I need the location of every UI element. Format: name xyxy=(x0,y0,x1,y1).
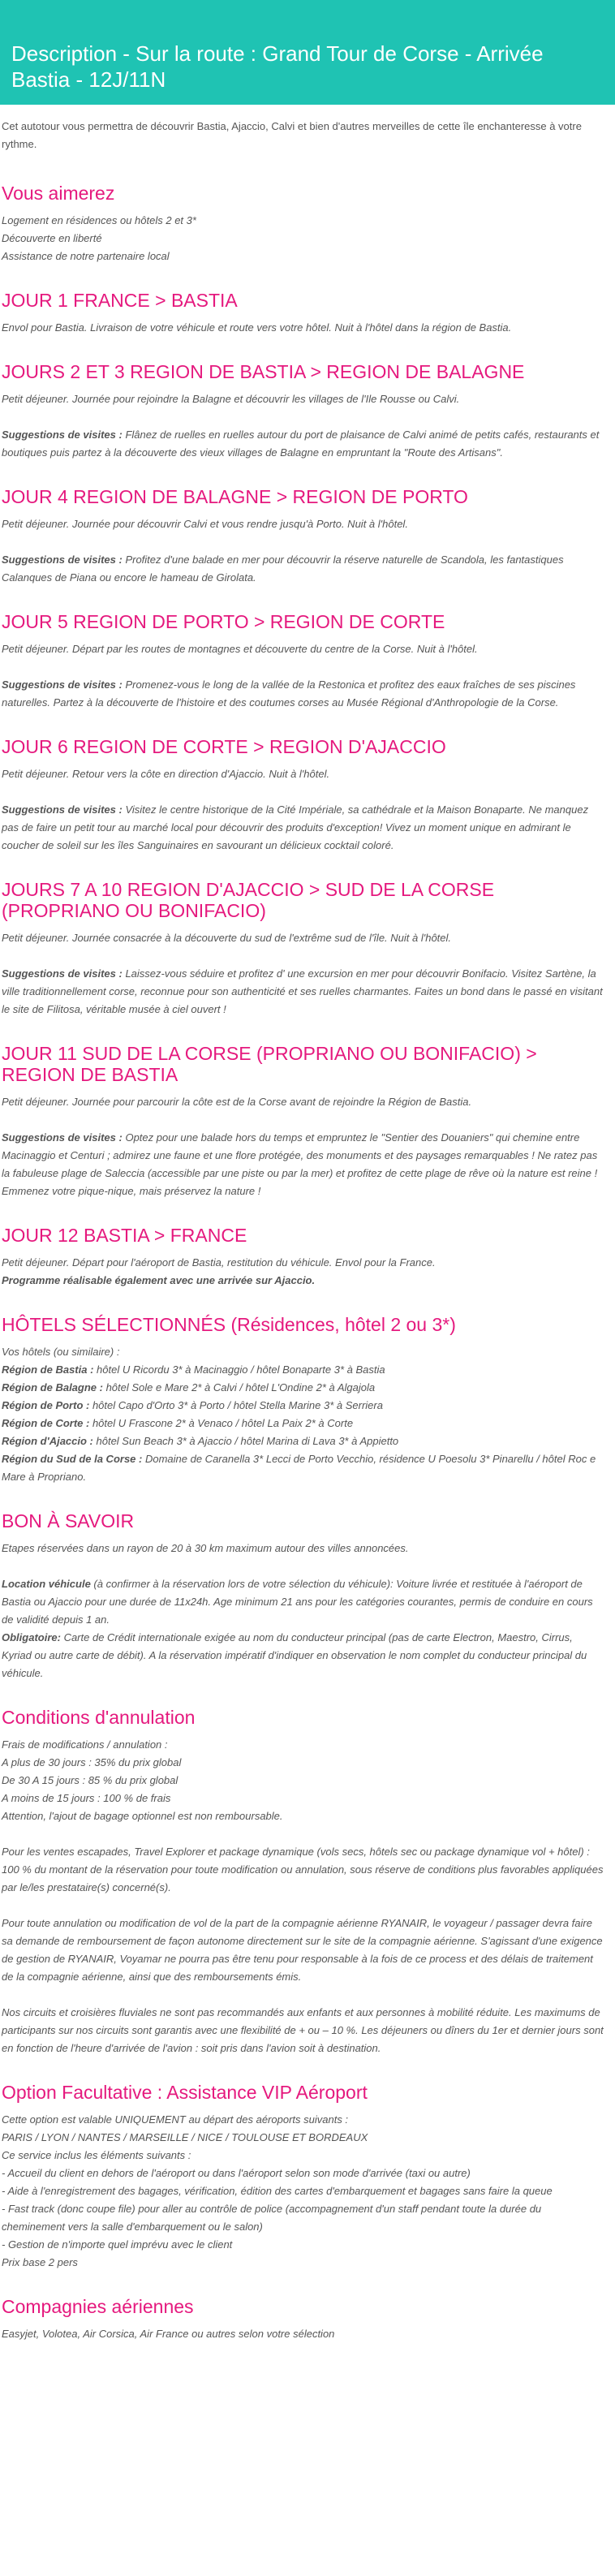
day-heading: JOUR 4 REGION DE BALAGNE > REGION DE PORTO xyxy=(2,486,468,507)
annulation-line: Frais de modifications / annulation : xyxy=(2,1738,168,1751)
hotel-item xyxy=(2,1361,604,1379)
day-suggestion xyxy=(2,676,604,712)
hotel-value: hôtel U Ricordu 3* à Macinaggio / hôtel Bonaparte 3* à Bastia xyxy=(93,1363,385,1376)
day-text: Petit déjeuner. Journée pour découvrir Calvi et vous rendre jusqu'à Porto. Nuit à l'hôtel. xyxy=(2,518,408,530)
intro-text: Cet autotour vous permettra de découvrir Bastia, Ajaccio, Calvi et bien d'autres merveilles de cette île enchanteresse à votre rythme. xyxy=(2,120,582,150)
suggestion-label: Suggestions de visites : xyxy=(2,429,123,441)
day-suggestion xyxy=(2,1129,604,1200)
section-heading: Option Facultative : Assistance VIP Aéroport xyxy=(2,2082,368,2103)
day-section xyxy=(2,290,604,337)
day-section xyxy=(2,1043,604,1200)
day-text: Petit déjeuner. Départ par les routes de montagnes et découverte du centre de la Corse. Nuit à l'hôtel. xyxy=(2,643,478,655)
annulation-paragraph: Pour toute annulation ou modification de vol de la part de la compagnie aérienne RYANAIR, le voyageur / passager devra faire sa demande de remboursement de façon autonome directement sur le site de la compagnie aérienne. S'agissant d'une exigence de gestion de RYANAIR, Voyamar ne pourra pas être tenu pour responsable à la fois de ce process et des délais de traitement de la compagnie aérienne, ainsi que des remboursements émis. xyxy=(2,1917,603,1983)
section-heading: Compagnies aériennes xyxy=(2,2296,194,2317)
location-paragraph xyxy=(2,1575,604,1629)
vip-line: Cette option est valable UNIQUEMENT au départ des aéroports suivants : xyxy=(2,2113,349,2126)
hotel-item xyxy=(2,1432,604,1450)
day-heading: JOUR 5 REGION DE PORTO > REGION DE CORTE xyxy=(2,611,445,632)
section-annulation xyxy=(2,1707,604,2057)
obligatoire-paragraph xyxy=(2,1629,604,1682)
annulation-line: De 30 A 15 jours : 85 % du prix global xyxy=(2,1774,178,1786)
section-vous-aimerez xyxy=(2,183,604,265)
day-text: Envol pour Bastia. Livraison de votre véhicule et route vers votre hôtel. Nuit à l'hôtel dans la région de Bastia. xyxy=(2,321,512,334)
vip-line: PARIS / LYON / NANTES / MARSEILLE / NICE / TOULOUSE ET BORDEAUX xyxy=(2,2131,368,2143)
suggestion-text: Flânez de ruelles en ruelles autour du port de plaisance de Calvi animé de petits cafés, restaurants et boutiques puis partez à la découverte des vieux villages de Balagne en empruntant la "Route des Artisans". xyxy=(2,429,600,459)
suggestion-text: Promenez-vous le long de la vallée de la Restonica et profitez des eaux fraîches de ses piscines naturelles. Partez à la découverte de l'histoire et des coutumes corses au Musée Régional d'Anthropologie de la Corse. xyxy=(2,678,576,709)
suggestion-text: Profitez d'une balade en mer pour découvrir la réserve naturelle de Scandola, les fantastiques Calanques de Piana ou encore le hameau de Girolata. xyxy=(2,554,564,584)
hotel-item xyxy=(2,1397,604,1415)
section-heading: Conditions d'annulation xyxy=(2,1707,196,1728)
day-heading: JOUR 12 BASTIA > FRANCE xyxy=(2,1225,247,1246)
hotel-item xyxy=(2,1450,604,1486)
day-text: Petit déjeuner. Journée consacrée à la découverte du sud de l'extrême sud de l'île. Nuit à l'hôtel. xyxy=(2,932,452,944)
section-hotels xyxy=(2,1314,604,1486)
hotel-region-label: Région de Bastia : xyxy=(2,1363,94,1376)
location-text: (à confirmer à la réservation lors de votre sélection du véhicule): Voiture livrée et restituée à l'aéroport de Bastia ou Ajaccio pour une durée de 11x24h. Age minimum 21 ans pour les catégories courantes, permis de conduire en cours de validité depuis 1 an. xyxy=(2,1578,593,1626)
suggestion-text: Visitez le centre historique de la Cité Impériale, sa cathédrale et la Maison Bonaparte. Ne manquez pas de faire un petit tour au marché local pour découvrir des produits d'exception! Vivez un moment unique en admirant le coucher de soleil sur les îles Sanguinaires en savourant un délicieux cocktail coloré. xyxy=(2,803,589,851)
location-label: Location véhicule xyxy=(2,1578,91,1590)
list-item: Découverte en liberté xyxy=(2,232,102,244)
list-item: Logement en résidences ou hôtels 2 et 3* xyxy=(2,214,196,226)
vip-line: - Accueil du client en dehors de l'aéroport ou dans l'aéroport selon son mode d'arrivée (taxi ou autre) xyxy=(2,2167,471,2179)
day-section xyxy=(2,361,604,462)
annulation-line: A plus de 30 jours : 35% du prix global xyxy=(2,1756,182,1768)
annulation-list xyxy=(2,1736,604,1825)
day-heading: JOURS 2 ET 3 REGION DE BASTIA > REGION DE BALAGNE xyxy=(2,361,525,382)
page-title: Description - Sur la route : Grand Tour de Corse - Arrivée Bastia - 12J/11N xyxy=(0,0,615,105)
hotel-value: hôtel U Frascone 2* à Venaco / hôtel La Paix 2* à Corte xyxy=(89,1417,354,1429)
hotel-region-label: Région de Corte : xyxy=(2,1417,90,1429)
hotel-region-label: Région du Sud de la Corse : xyxy=(2,1453,143,1465)
suggestion-label: Suggestions de visites : xyxy=(2,803,123,816)
section-heading: HÔTELS SÉLECTIONNÉS (Résidences, hôtel 2 ou 3*) xyxy=(2,1314,456,1335)
day-text: Petit déjeuner. Journée pour rejoindre la Balagne et découvrir les villages de l'Ile Rousse ou Calvi. xyxy=(2,393,460,405)
suggestion-text: Laissez-vous séduire et profitez d' une excursion en mer pour découvrir Bonifacio. Visitez Sartène, la ville traditionnellement corse, reconnue pour son authenticité et ses ruelles charmantes. Faites un bond dans le passé en visitant le site de Filitosa, véritable musée à ciel ouvert ! xyxy=(2,967,603,1015)
annulation-line: Attention, l'ajout de bagage optionnel est non remboursable. xyxy=(2,1810,283,1822)
day-section xyxy=(2,736,604,855)
section-heading: Vous aimerez xyxy=(2,183,115,204)
suggestion-label: Suggestions de visites : xyxy=(2,554,123,566)
vip-line: - Aide à l'enregistrement des bagages, vérification, édition des cartes d'embarquement et bagages sans faire la queue xyxy=(2,2185,553,2197)
hotels-intro: Vos hôtels (ou similaire) : xyxy=(2,1346,120,1358)
hotel-item xyxy=(2,1379,604,1397)
aimerez-list xyxy=(2,212,604,265)
day-text xyxy=(2,1254,604,1290)
obligatoire-text: Carte de Crédit internationale exigée au nom du conducteur principal (pas de carte Electron, Maestro, Cirrus, Kyriad ou autre carte de débit). A la réservation impératif d'indiquer en observation le nom complet du conducteur principal du véhicule. xyxy=(2,1631,587,1679)
section-heading: BON À SAVOIR xyxy=(2,1510,135,1531)
hotel-item xyxy=(2,1415,604,1432)
suggestion-text: Optez pour une balade hors du temps et empruntez le "Sentier des Douaniers" qui chemine entre Macinaggio et Centuri ; admirez une faune et une flore protégée, des monuments et des paysages remarquables ! Ne ratez pas la fabuleuse plage de Saleccia (accessible par une piste ou par la mer) et profitez de cette plage de rêve où la nature est reine ! Emmenez votre pique-nique, mais préservez la nature ! xyxy=(2,1131,598,1197)
annulation-line: A moins de 15 jours : 100 % de frais xyxy=(2,1792,171,1804)
day-section xyxy=(2,1225,604,1290)
day-text: Petit déjeuner. Retour vers la côte en direction d'Ajaccio. Nuit à l'hôtel. xyxy=(2,768,330,780)
hotel-value: hôtel Sun Beach 3* à Ajaccio / hôtel Marina di Lava 3* à Appietto xyxy=(92,1435,399,1447)
list-item: Assistance de notre partenaire local xyxy=(2,250,170,262)
bon-text: Etapes réservées dans un rayon de 20 à 30 km maximum autour des villes annoncées. xyxy=(2,1542,409,1554)
day-heading: JOURS 7 A 10 REGION D'AJACCIO > SUD DE LA CORSE (PROPRIANO OU BONIFACIO) xyxy=(2,879,495,921)
section-vip xyxy=(2,2082,604,2272)
section-compagnies xyxy=(2,2296,604,2343)
hotels-list xyxy=(2,1343,604,1486)
hotel-value: hôtel Capo d'Orto 3* à Porto / hôtel Stella Marine 3* à Serriera xyxy=(89,1399,383,1411)
hotel-region-label: Région de Balagne : xyxy=(2,1381,103,1394)
day-text: Petit déjeuner. Journée pour parcourir la côte est de la Corse avant de rejoindre la Région de Bastia. xyxy=(2,1096,472,1108)
day-suggestion xyxy=(2,801,604,855)
hotel-value: hôtel Sole e Mare 2* à Calvi / hôtel L'Ondine 2* à Algajola xyxy=(102,1381,376,1394)
suggestion-label: Suggestions de visites : xyxy=(2,967,123,980)
bon-location xyxy=(2,1575,604,1682)
hotel-region-label: Région d'Ajaccio : xyxy=(2,1435,93,1447)
obligatoire-label: Obligatoire: xyxy=(2,1631,61,1643)
suggestion-label: Suggestions de visites : xyxy=(2,678,123,691)
vip-line: - Fast track (donc coupe file) pour aller au contrôle de police (accompagnement d'un staff pendant toute la durée du cheminement vers la salle d'embarquement ou le salon) xyxy=(2,2203,542,2233)
description-content xyxy=(0,105,615,2392)
day-text-line: Petit déjeuner. Départ pour l'aéroport de Bastia, restitution du véhicule. Envol pour la France. xyxy=(2,1256,436,1269)
vip-line: Ce service inclus les éléments suivants : xyxy=(2,2149,191,2161)
hotel-value: Domaine de Caranella 3* Lecci de Porto Vecchio, résidence U Poesolu 3* Pinarellu / hôtel Roc e Mare à Propriano. xyxy=(2,1453,596,1483)
vip-list xyxy=(2,2111,604,2272)
day-heading: JOUR 11 SUD DE LA CORSE (PROPRIANO OU BONIFACIO) > REGION DE BASTIA xyxy=(2,1043,537,1085)
suggestion-label: Suggestions de visites : xyxy=(2,1131,123,1144)
vip-line: - Gestion de n'importe quel imprévu avec le client xyxy=(2,2238,233,2251)
section-bon-a-savoir xyxy=(2,1510,604,1682)
day-suggestion xyxy=(2,551,604,587)
day-section xyxy=(2,611,604,712)
vip-line: Prix base 2 pers xyxy=(2,2256,78,2268)
annulation-paragraph: Nos circuits et croisières fluviales ne sont pas recommandés aux enfants et aux personnes à mobilité réduite. Les maximums de participants sur nos circuits sont garantis avec une flexibilité de + ou – 10 %. Les déjeuners ou dîners du 1er et dernier jours sont en fonction de l'heure d'arrivée de l'avion : soit pris dans l'avion soit à destination. xyxy=(2,2006,604,2054)
day-note: Programme réalisable également avec une arrivée sur Ajaccio. xyxy=(2,1274,316,1286)
hotel-region-label: Région de Porto : xyxy=(2,1399,90,1411)
day-heading: JOUR 1 FRANCE > BASTIA xyxy=(2,290,238,311)
day-suggestion xyxy=(2,426,604,462)
day-section xyxy=(2,486,604,587)
day-section xyxy=(2,879,604,1019)
compagnies-text: Easyjet, Volotea, Air Corsica, Air France ou autres selon votre sélection xyxy=(2,2328,335,2340)
day-suggestion xyxy=(2,965,604,1019)
annulation-paragraph: Pour les ventes escapades, Travel Explorer et package dynamique (vols secs, hôtels sec ou package dynamique vol + hôtel) : 100 % du montant de la réservation pour toute modification ou annulation, sous réserve de conditions plus favorables appliquées par le/les prestataire(s) concerné(s). xyxy=(2,1846,604,1893)
day-heading: JOUR 6 REGION DE CORTE > REGION D'AJACCIO xyxy=(2,736,446,757)
